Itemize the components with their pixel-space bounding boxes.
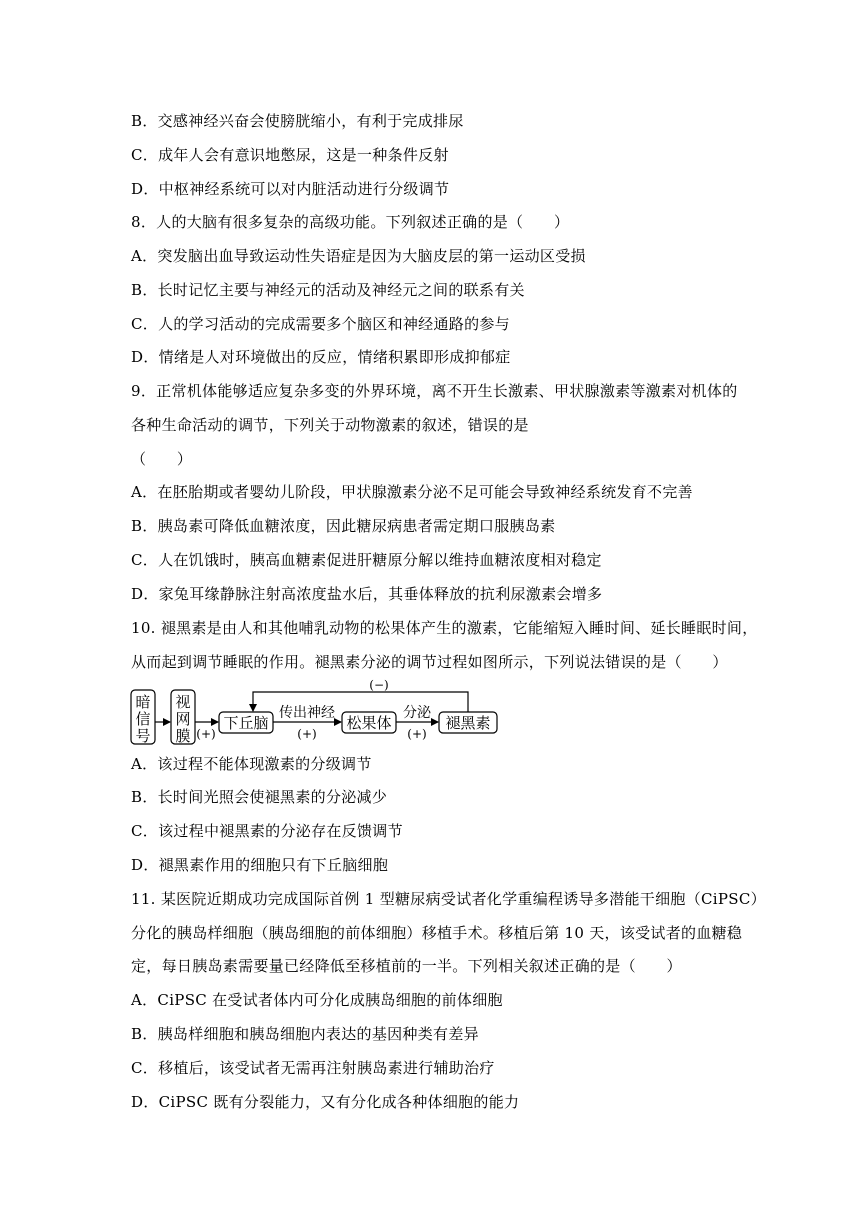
q10-option-d: D．褪黑素作用的细胞只有下丘脑细胞 — [131, 856, 389, 874]
label-efferent-nerve: 传出神经 — [279, 705, 335, 721]
q10-option-c: C．该过程中褪黑素的分泌存在反馈调节 — [131, 822, 403, 840]
box-melatonin-label: 褪黑素 — [445, 714, 491, 732]
q9-option-d: D．家兔耳缘静脉注射高浓度盐水后，其垂体释放的抗利尿激素会增多 — [131, 585, 603, 603]
q7-option-c: C．成年人会有意识地憋尿，这是一种条件反射 — [131, 146, 449, 164]
q8-option-b: B．长时记忆主要与神经元的活动及神经元之间的联系有关 — [131, 281, 525, 299]
box-dark-signal-char1: 暗 — [135, 693, 151, 711]
q10-stem-line2: 从而起到调节睡眠的作用。褪黑素分泌的调节过程如图所示，下列说法错误的是（ ） — [131, 653, 728, 671]
box-hypothalamus-label: 下丘脑 — [223, 714, 269, 732]
box-retina-char2: 网 — [175, 710, 191, 728]
sign-efferent-nerve: (+) — [297, 727, 317, 741]
q9-stem-line1: 9．正常机体能够适应复杂多变的外界环境，离不开生长激素、甲状腺激素等激素对机体的 — [131, 382, 738, 400]
q8-option-a: A．突发脑出血导致运动性失语症是因为大脑皮层的第一运动区受损 — [131, 247, 586, 265]
box-retina-char1: 视 — [175, 693, 191, 711]
sign-secretion: (+) — [407, 727, 427, 741]
q11-option-d: D．CiPSC 既有分裂能力，又有分化成各种体细胞的能力 — [131, 1093, 520, 1111]
q8-stem: 8．人的大脑有很多复杂的高级功能。下列叙述正确的是（ ） — [131, 213, 570, 231]
q7-option-d: D．中枢神经系统可以对内脏活动进行分级调节 — [131, 180, 450, 198]
box-dark-signal-char3: 号 — [135, 727, 151, 745]
q10-option-b: B．长时间光照会使褪黑素的分泌减少 — [131, 788, 388, 806]
q11-option-b: B．胰岛样细胞和胰岛细胞内表达的基因种类有差异 — [131, 1025, 479, 1043]
q7-option-b: B．交感神经兴奋会使膀胱缩小，有利于完成排尿 — [131, 112, 464, 130]
q10-option-a: A．该过程不能体现激素的分级调节 — [131, 755, 372, 773]
q8-option-c: C．人的学习活动的完成需要多个脑区和神经通路的参与 — [131, 315, 510, 333]
q9-option-c: C．人在饥饿时，胰高血糖素促进肝糖原分解以维持血糖浓度相对稳定 — [131, 551, 602, 569]
q11-option-a: A．CiPSC 在受试者体内可分化成胰岛细胞的前体细胞 — [131, 991, 503, 1009]
q11-option-c: C．移植后，该受试者无需再注射胰岛素进行辅助治疗 — [131, 1059, 495, 1077]
q8-option-d: D．情绪是人对环境做出的反应，情绪积累即形成抑郁症 — [131, 348, 511, 366]
melatonin-regulation-diagram — [125, 676, 515, 748]
q9-option-a: A．在胚胎期或者婴幼儿阶段，甲状腺激素分泌不足可能会导致神经系统发育不完善 — [131, 483, 693, 501]
q11-stem-line2: 分化的胰岛样细胞（胰岛细胞的前体细胞）移植手术。移植后第 10 天，该受试者的血糖稳 — [131, 924, 743, 942]
sign-retina-hypothalamus: (+) — [196, 727, 216, 741]
q11-stem-line1: 11. 某医院近期成功完成国际首例 1 型糖尿病受试者化学重编程诱导多潜能干细胞（CiPSC） — [131, 890, 766, 908]
label-secretion: 分泌 — [403, 705, 431, 721]
box-dark-signal-char2: 信 — [135, 710, 151, 728]
box-pineal-label: 松果体 — [346, 714, 392, 732]
sign-feedback: (−) — [369, 678, 389, 692]
q9-stem-line3: （ ） — [131, 450, 193, 468]
q9-stem-line2: 各种生命活动的调节，下列关于动物激素的叙述，错误的是 — [131, 416, 529, 434]
q11-stem-line3: 定，每日胰岛素需要量已经降低至移植前的一半。下列相关叙述正确的是（ ） — [131, 957, 682, 975]
q9-option-b: B．胰岛素可降低血糖浓度，因此糖尿病患者需定期口服胰岛素 — [131, 517, 556, 535]
box-retina-char3: 膜 — [175, 727, 191, 745]
q10-stem-line1: 10. 褪黑素是由人和其他哺乳动物的松果体产生的激素，它能缩短入睡时间、延长睡眠时间， — [131, 619, 758, 637]
